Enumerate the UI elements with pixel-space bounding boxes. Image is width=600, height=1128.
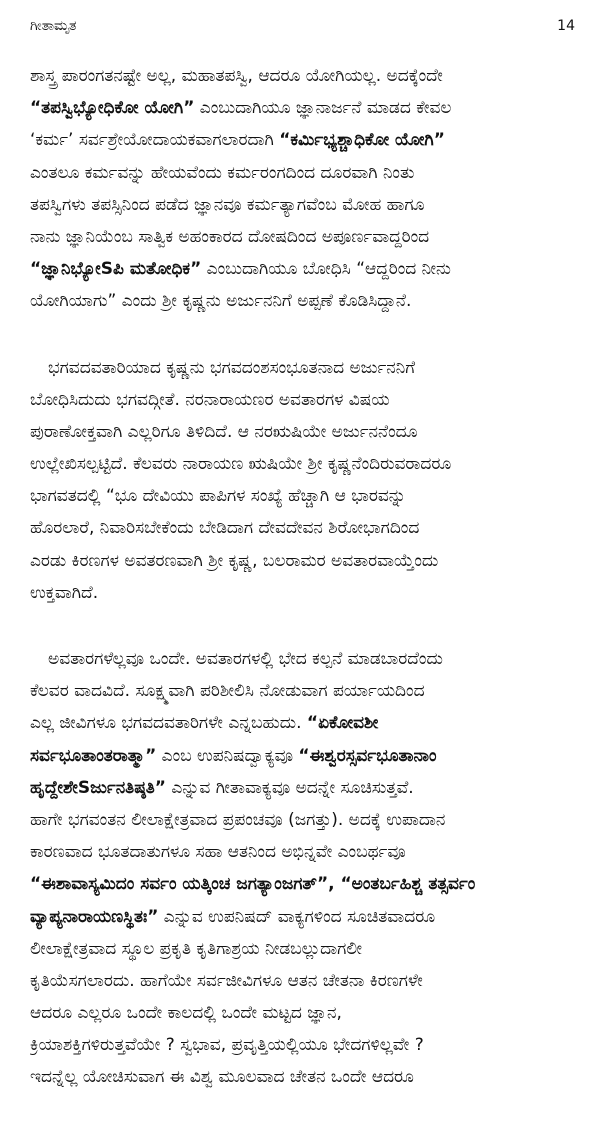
text-line: ಎಂತಲೂ ಕರ್ಮವನ್ನು ಹೇಯವೆಂದು ಕರ್ಮರಂಗದಿಂದ ದೂರವಾಗಿ ನಿಂತು <box>30 162 415 183</box>
text-line: ಯೋಗಿಯಾಗು” ಎಂದು ಶ್ರೀ ಕೃಷ್ಣನು ಅರ್ಜುನನಿಗೆ ಅಪ್ಪಣೆ ಕೊಡಿಸಿದ್ದಾನೆ. <box>30 291 412 312</box>
bold-quote: “ಕರ್ಮಿಭ್ಯಶ್ಚಾಧಿಕೋ ಯೋಗಿ” <box>279 130 445 151</box>
running-title: ಗೀತಾಮೃತ <box>30 18 77 34</box>
text-line: ಕೆಲವರ ವಾದವಿದೆ. ಸೂಕ್ಷ್ಮವಾಗಿ ಪರಿಶೀಲಿಸಿ ನೋಡುವಾಗ ಪರ್ಯಾಯದಿಂದ <box>30 681 425 702</box>
bold-quote: “ತಪಸ್ವಿಭ್ಯೋಧಿಕೋ ಯೋಗಿ” <box>30 98 195 119</box>
bold-quote: ಸರ್ವಭೂತಾಂತರಾತ್ಮಾ” <box>30 745 157 766</box>
text-line: ಪುರಾಣೋಕ್ತವಾಗಿ ಎಲ್ಲರಿಗೂ ತಿಳಿದಿದೆ. ಆ ನರಋಷಿಯೇ ಅರ್ಜುನನೆಂದೂ <box>30 421 418 442</box>
text-line: ಎಲ್ಲ ಜೀವಿಗಳೂ ಭಗವದವತಾರಿಗಳೇ ಎನ್ನಬಹುದು. “ಏಕೋವಶೀ <box>30 713 379 734</box>
paragraph-3 <box>30 643 575 1094</box>
paragraph-2 <box>30 352 575 610</box>
text-line <box>30 868 575 900</box>
text-line: ಭಾಗವತದಲ್ಲಿ “ಭೂ ದೇವಿಯು ಪಾಪಿಗಳ ಸಂಖ್ಯೆ ಹೆಚ್ಚಾಗಿ ಆ ಭಾರವನ್ನು <box>30 486 406 507</box>
text-line: ಅವತಾರಗಳೆಲ್ಲವೂ ಒಂದೇ. ಅವತಾರಗಳಲ್ಲಿ ಭೇದ ಕಲ್ಪನೆ ಮಾಡಬಾರದೆಂದು <box>48 649 443 669</box>
bold-quote: ಹೃದ್ದೇಶೇSರ್ಜುನತಿಷ್ಠತಿ” <box>30 777 166 798</box>
text-line: ತಪಸ್ವಿಗಳು ತಪಸ್ಸಿನಿಂದ ಪಡೆದ ಜ್ಞಾನವೂ ಕರ್ಮತ್ಯಾಗವೆಂಬ ಮೋಹ ಹಾಗೂ <box>30 194 425 215</box>
text-line: ಶಾಸ್ತ್ರ ಪಾರಂಗತನಷ್ಟೇ ಅಲ್ಲ, ಮಹಾತಪಸ್ವಿ, ಆದರೂ ಯೋಗಿಯಲ್ಲ. ಅದಕ್ಕೆಂದೇ <box>30 66 443 86</box>
bold-quote: “ಏಕೋವಶೀ <box>306 713 379 734</box>
text-line: ‘ಕರ್ಮ’ ಸರ್ವಶ್ರೇಯೋದಾಯಕವಾಗಲಾರದಾಗಿ “ಕರ್ಮಿಭ್ಯಶ್ಚಾಧಿಕೋ ಯೋಗಿ” <box>30 130 445 151</box>
bold-quote: “ಈಶಾವಾಸ್ಯಮಿದಂ ಸರ್ವಂ ಯತ್ಕಿಂಚ ಜಗತ್ಯಾಂಜಗತ್”, “ಅಂತರ್ಬಹಿಶ್ಚ ತತ್ಸರ್ವಂ <box>30 874 476 895</box>
text-line: ಹೊರಲಾರೆ, ನಿವಾರಿಸಬೇಕೆಂದು ಬೇಡಿದಾಗ ದೇವದೇವನ ಶಿರೋಭಾಗದಿಂದ <box>30 518 420 539</box>
text-line: ಕಾರಣವಾದ ಭೂತದಾತುಗಳೂ ಸಹಾ ಆತನಿಂದ ಅಭಿನ್ನವೇ ಎಂಬರ್ಥವೂ <box>30 842 406 863</box>
body-text <box>30 60 575 1128</box>
bold-quote: “ಈಶ್ವರಸ್ಸರ್ವಭೂತಾನಾಂ <box>298 745 437 766</box>
bold-quote: “ಜ್ಞಾನಿಭ್ಯೋSಪಿ ಮತೋಧಿಕ” <box>30 259 202 280</box>
page-header <box>30 18 575 40</box>
text-line: ಎರಡು ಕಿರಣಗಳ ಅವತರಣವಾಗಿ ಶ್ರೀ ಕೃಷ್ಣ, ಬಲರಾಮರ ಅವತಾರವಾಯ್ತೆಂದು <box>30 550 439 571</box>
text-line: ಸರ್ವಭೂತಾಂತರಾತ್ಮಾ” ಎಂಬ ಉಪನಿಷದ್ವಾಕ್ಯವೂ “ಈಶ್ವರಸ್ಸರ್ವಭೂತಾನಾಂ <box>30 745 437 766</box>
text-line: ಉಕ್ತವಾಗಿದೆ. <box>30 582 99 603</box>
text-line: ನಾನು ಜ್ಞಾನಿಯೆಂಬ ಸಾತ್ವಿಕ ಅಹಂಕಾರದ ದೋಷದಿಂದ ಅಪೂರ್ಣವಾದ್ದರಿಂದ <box>30 226 430 247</box>
page-number: 14 <box>557 18 575 34</box>
text-line: ಬೋಧಿಸಿದುದು ಭಗವದ್ಗೀತೆ. ನರನಾರಾಯಣರ ಅವತಾರಗಳ ವಿಷಯ <box>30 389 390 410</box>
text-line: ಇದನ್ನೆಲ್ಲ ಯೋಚಿಸುವಾಗ ಈ ವಿಶ್ವ ಮೂಲವಾದ ಚೇತನ ಒಂದೇ ಆದರೂ <box>30 1067 414 1088</box>
text-line: ಉಲ್ಲೇಖಿಸಲ್ಪಟ್ಟಿದೆ. ಕೆಲವರು ನಾರಾಯಣ ಋಷಿಯೇ ಶ್ರೀ ಕೃಷ್ಣನೆಂದಿರುವರಾದರೂ <box>30 454 452 475</box>
bold-quote: ವ್ಯಾಪ್ಯನಾರಾಯಣಸ್ಥಿತಃ” <box>30 906 159 927</box>
text-line: ವ್ಯಾಪ್ಯನಾರಾಯಣಸ್ಥಿತಃ” ಎನ್ನುವ ಉಪನಿಷದ್ ವಾಕ್ಯಗಳಿಂದ ಸೂಚಿತವಾದರೂ <box>30 906 436 927</box>
text-line: ಹೃದ್ದೇಶೇSರ್ಜುನತಿಷ್ಠತಿ” ಎನ್ನುವ ಗೀತಾವಾಕ್ಯವೂ ಅದನ್ನೇ ಸೂಚಿಸುತ್ತವೆ. <box>30 777 414 798</box>
text-line: ಹಾಗೇ ಭಗವಂತನ ಲೀಲಾಕ್ಷೇತ್ರವಾದ ಪ್ರಪಂಚವೂ (ಜಗತ್ತು). ಅದಕ್ಕೆ ಉಪಾದಾನ <box>30 809 446 830</box>
text-line: ಕೃತಿಯೆಸಗಲಾರದು. ಹಾಗೆಯೇ ಸರ್ವಜೀವಿಗಳೂ ಆತನ ಚೇತನಾ ಕಿರಣಗಳೇ <box>30 970 423 991</box>
text-line: ಆದರೂ ಎಲ್ಲರೂ ಒಂದೇ ಕಾಲದಲ್ಲಿ ಒಂದೇ ಮಟ್ಟದ ಜ್ಞಾನ, <box>30 1003 342 1024</box>
text-line: ಲೀಲಾಕ್ಷೇತ್ರವಾದ ಸ್ಥೂಲ ಪ್ರಕೃತಿ ಕೃತಿಗಾಶ್ರಯ ನೀಡಬಲ್ಲುದಾಗಲೀ <box>30 938 363 959</box>
text-line: “ಜ್ಞಾನಿಭ್ಯೋSಪಿ ಮತೋಧಿಕ” ಎಂಬುದಾಗಿಯೂ ಬೋಧಿಸಿ “ಆದ್ದರಿಂದ ನೀನು <box>30 259 451 280</box>
paragraph-1 <box>30 60 575 318</box>
text-line: ಭಗವದವತಾರಿಯಾದ ಕೃಷ್ಣನು ಭಗವದಂಶಸಂಭೂತನಾದ ಅರ್ಜುನನಿಗೆ <box>48 357 416 378</box>
text-line: “ತಪಸ್ವಿಭ್ಯೋಧಿಕೋ ಯೋಗಿ” ಎಂಬುದಾಗಿಯೂ ಜ್ಞಾನಾರ್ಜನೆ ಮಾಡದ ಕೇವಲ <box>30 98 452 119</box>
text-line: ಕ್ರಿಯಾಶಕ್ತಿಗಳಿರುತ್ತವೆಯೇ ? ಸ್ವಭಾವ, ಪ್ರವೃತ್ತಿಯಲ್ಲಿಯೂ ಭೇದಗಳಿಲ್ಲವೇ ? <box>30 1035 424 1056</box>
